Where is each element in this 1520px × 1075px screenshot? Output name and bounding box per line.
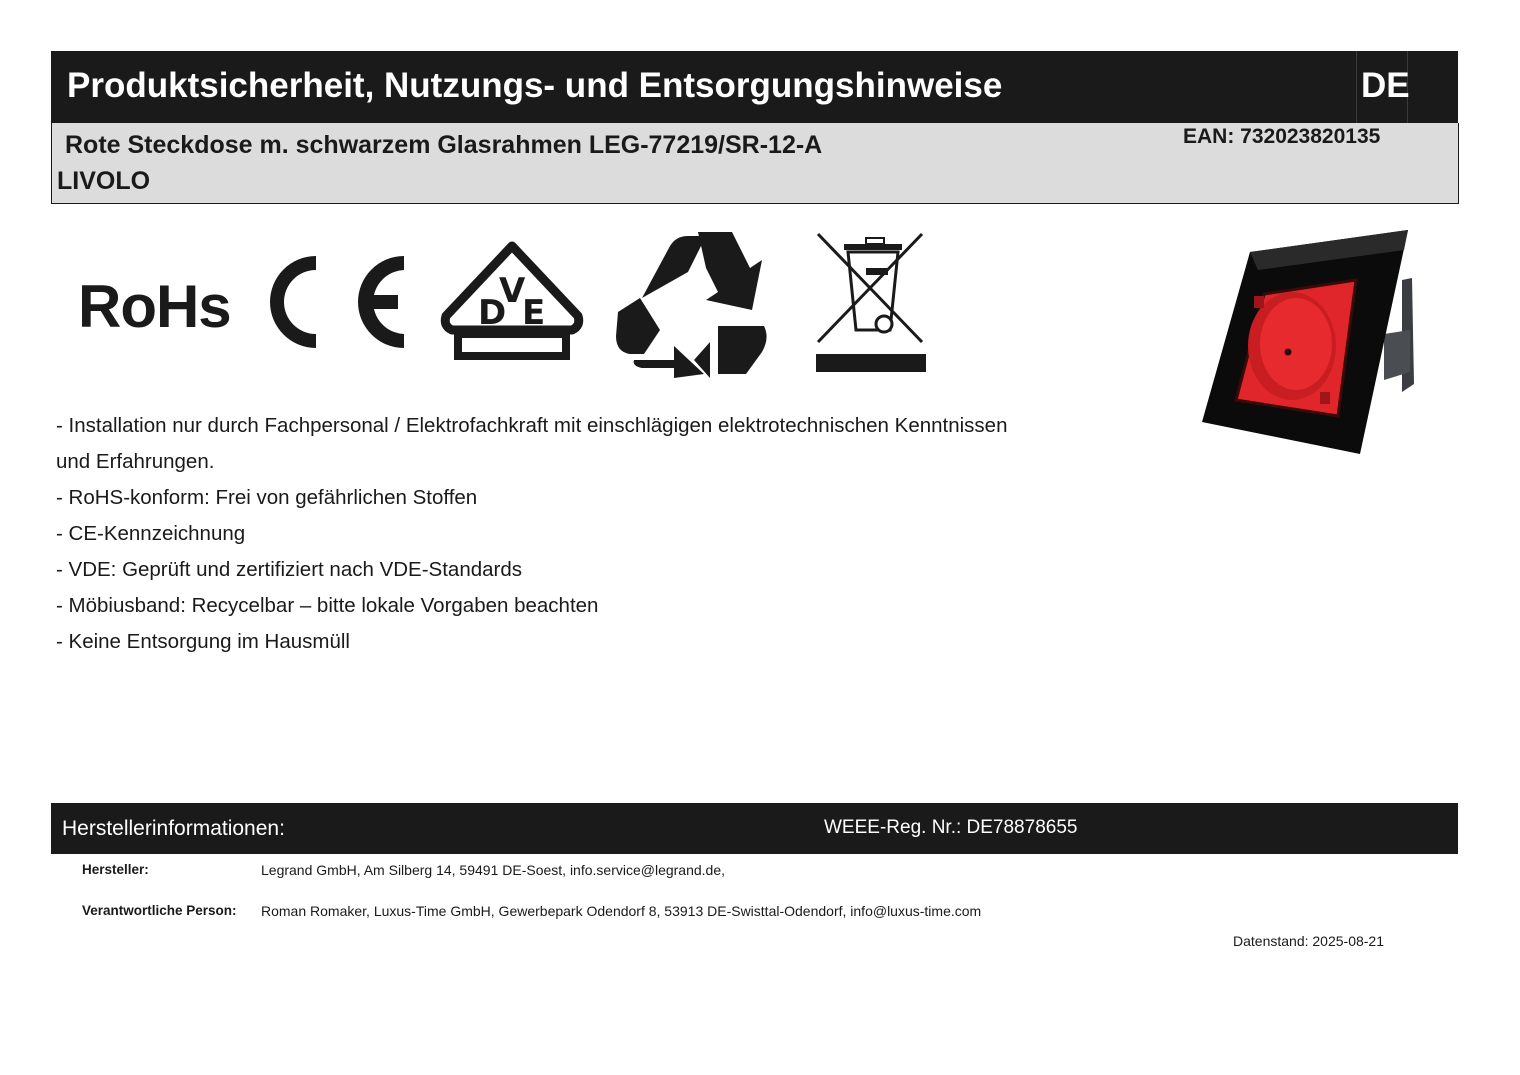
ce-mark-icon <box>258 250 408 354</box>
responsible-person-label: Verantwortliche Person: <box>82 903 237 918</box>
vde-letter-v: V <box>499 271 526 311</box>
manufacturer-section-label: Herstellerinformationen: <box>62 817 285 840</box>
list-item: - Installation nur durch Fachpersonal / Elektrofachkraft mit einschlägigen elektrotechnischen Kenntnissen <box>56 414 1008 437</box>
hersteller-value: Legrand GmbH, Am Silberg 14, 59491 DE-Soest, info.service@legrand.de, <box>261 862 726 878</box>
list-item: - RoHS-konform: Frei von gefährlichen Stoffen <box>56 486 478 509</box>
responsible-person-value: Roman Romaker, Luxus-Time GmbH, Gewerbepark Odendorf 8, 53913 DE-Swisttal-Odendorf, info@luxus-time.com <box>261 903 982 919</box>
recycling-icon <box>614 228 770 378</box>
list-item: - CE-Kennzeichnung <box>56 522 246 545</box>
list-item: - Möbiusband: Recycelbar – bitte lokale Vorgaben beachten <box>56 594 599 617</box>
data-date: Datenstand: 2025-08-21 <box>1233 933 1384 949</box>
vde-letter-d: D <box>478 293 507 333</box>
product-name: Rote Steckdose m. schwarzem Glasrahmen LEG-77219/SR-12-A <box>65 131 823 159</box>
rohs-logo: RoHs <box>78 273 231 340</box>
list-item: - VDE: Geprüft und zertifiziert nach VDE-Standards <box>56 558 523 581</box>
header-bar <box>51 51 1458 123</box>
ean-code: EAN: 732023820135 <box>1183 125 1381 148</box>
notice-list <box>56 408 1136 660</box>
product-band <box>51 123 1459 204</box>
manufacturer-bar <box>51 803 1458 854</box>
hersteller-label: Hersteller: <box>82 862 149 877</box>
language-code: DE <box>1361 66 1410 105</box>
socket-product-image <box>1196 224 1422 458</box>
list-item: und Erfahrungen. <box>56 450 215 473</box>
weee-registration: WEEE-Reg. Nr.: DE78878655 <box>824 817 1078 838</box>
list-item: - Keine Entsorgung im Hausmüll <box>56 630 350 653</box>
weee-crossed-bin-icon <box>814 230 928 374</box>
page-title: Produktsicherheit, Nutzungs- und Entsorgungshinweise <box>67 66 1003 105</box>
vde-mark-icon <box>440 240 584 362</box>
vde-letter-e: E <box>522 293 546 333</box>
brand-name: LIVOLO <box>57 167 151 195</box>
